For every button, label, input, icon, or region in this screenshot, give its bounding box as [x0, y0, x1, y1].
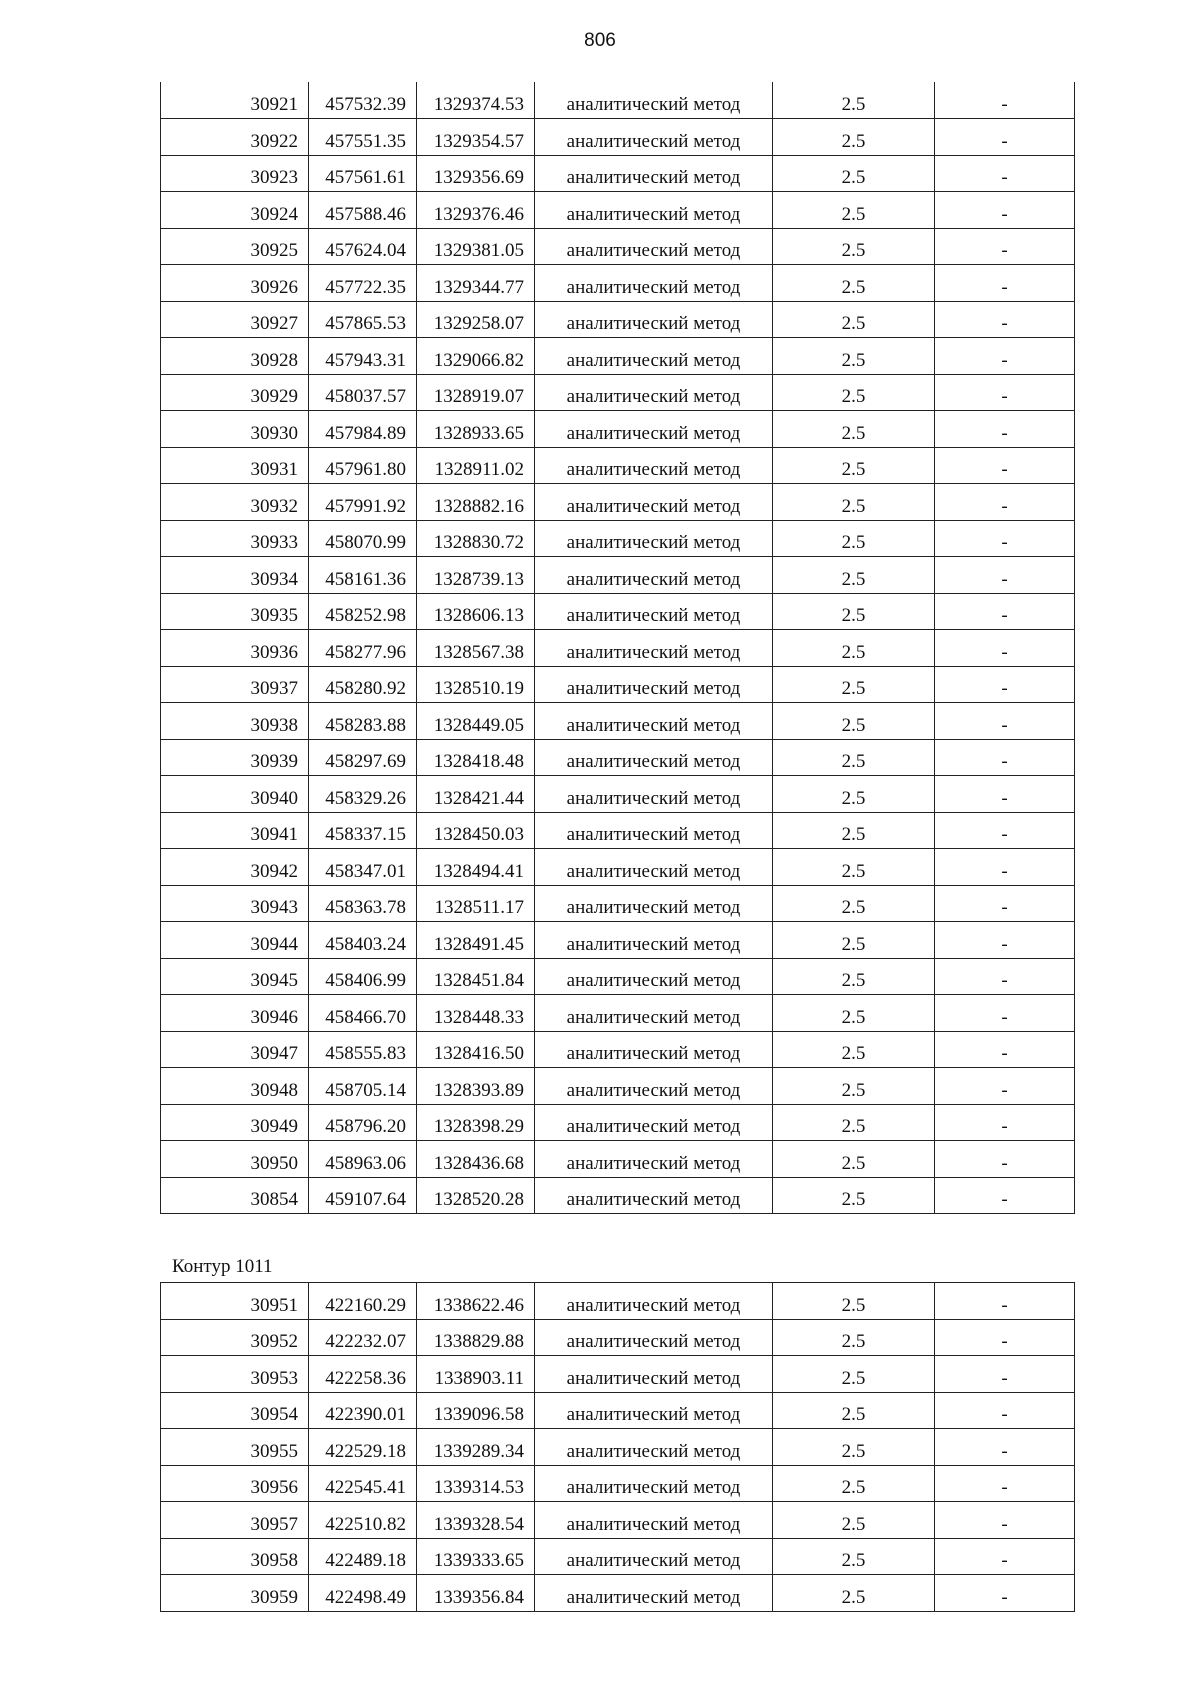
method-cell: аналитический метод [535, 301, 773, 338]
accuracy-cell: 2.5 [773, 484, 935, 521]
y-coordinate-cell: 1338622.46 [417, 1283, 535, 1320]
table-row [161, 1177, 1075, 1214]
accuracy-cell: 2.5 [773, 1392, 935, 1429]
note-cell: - [935, 1319, 1075, 1356]
accuracy-cell: 2.5 [773, 119, 935, 156]
method-cell: аналитический метод [535, 958, 773, 995]
accuracy-cell: 2.5 [773, 776, 935, 813]
method-cell: аналитический метод [535, 739, 773, 776]
note-cell: - [935, 1392, 1075, 1429]
y-coordinate-cell: 1328919.07 [417, 374, 535, 411]
x-coordinate-cell: 457991.92 [309, 484, 417, 521]
note-cell: - [935, 1141, 1075, 1178]
x-coordinate-cell: 457984.89 [309, 411, 417, 448]
table-row [161, 995, 1075, 1032]
method-cell: аналитический метод [535, 520, 773, 557]
note-cell: - [935, 1429, 1075, 1466]
point-id-cell: 30934 [161, 557, 309, 594]
x-coordinate-cell: 458555.83 [309, 1031, 417, 1068]
note-cell: - [935, 228, 1075, 265]
method-cell: аналитический метод [535, 703, 773, 740]
note-cell: - [935, 666, 1075, 703]
x-coordinate-cell: 458466.70 [309, 995, 417, 1032]
table-row [161, 119, 1075, 156]
note-cell: - [935, 593, 1075, 630]
method-cell: аналитический метод [535, 1283, 773, 1320]
x-coordinate-cell: 457588.46 [309, 192, 417, 229]
point-id-cell: 30956 [161, 1465, 309, 1502]
note-cell: - [935, 82, 1075, 119]
accuracy-cell: 2.5 [773, 338, 935, 375]
x-coordinate-cell: 458280.92 [309, 666, 417, 703]
method-cell: аналитический метод [535, 228, 773, 265]
y-coordinate-cell: 1339333.65 [417, 1538, 535, 1575]
table-row [161, 630, 1075, 667]
table-row [161, 1502, 1075, 1539]
method-cell: аналитический метод [535, 776, 773, 813]
method-cell: аналитический метод [535, 411, 773, 448]
point-id-cell: 30937 [161, 666, 309, 703]
y-coordinate-cell: 1329374.53 [417, 82, 535, 119]
method-cell: аналитический метод [535, 630, 773, 667]
accuracy-cell: 2.5 [773, 1356, 935, 1393]
x-coordinate-cell: 458037.57 [309, 374, 417, 411]
table-row [161, 484, 1075, 521]
y-coordinate-cell: 1329258.07 [417, 301, 535, 338]
accuracy-cell: 2.5 [773, 922, 935, 959]
accuracy-cell: 2.5 [773, 374, 935, 411]
method-cell: аналитический метод [535, 1502, 773, 1539]
table-row [161, 155, 1075, 192]
accuracy-cell: 2.5 [773, 1031, 935, 1068]
x-coordinate-cell: 457624.04 [309, 228, 417, 265]
y-coordinate-cell: 1328494.41 [417, 849, 535, 886]
note-cell: - [935, 995, 1075, 1032]
y-coordinate-cell: 1329356.69 [417, 155, 535, 192]
method-cell: аналитический метод [535, 666, 773, 703]
point-id-cell: 30957 [161, 1502, 309, 1539]
note-cell: - [935, 849, 1075, 886]
table-row [161, 703, 1075, 740]
x-coordinate-cell: 458403.24 [309, 922, 417, 959]
method-cell: аналитический метод [535, 1356, 773, 1393]
table-row [161, 1031, 1075, 1068]
method-cell: аналитический метод [535, 192, 773, 229]
note-cell: - [935, 1502, 1075, 1539]
x-coordinate-cell: 422489.18 [309, 1538, 417, 1575]
x-coordinate-cell: 458337.15 [309, 812, 417, 849]
x-coordinate-cell: 422529.18 [309, 1429, 417, 1466]
y-coordinate-cell: 1328448.33 [417, 995, 535, 1032]
accuracy-cell: 2.5 [773, 520, 935, 557]
method-cell: аналитический метод [535, 995, 773, 1032]
y-coordinate-cell: 1328393.89 [417, 1068, 535, 1105]
accuracy-cell: 2.5 [773, 995, 935, 1032]
note-cell: - [935, 557, 1075, 594]
y-coordinate-cell: 1339096.58 [417, 1392, 535, 1429]
x-coordinate-cell: 459107.64 [309, 1177, 417, 1214]
method-cell: аналитический метод [535, 885, 773, 922]
y-coordinate-cell: 1329066.82 [417, 338, 535, 375]
x-coordinate-cell: 422258.36 [309, 1356, 417, 1393]
y-coordinate-cell: 1339356.84 [417, 1575, 535, 1612]
x-coordinate-cell: 457561.61 [309, 155, 417, 192]
y-coordinate-cell: 1329344.77 [417, 265, 535, 302]
note-cell: - [935, 301, 1075, 338]
x-coordinate-cell: 422498.49 [309, 1575, 417, 1612]
accuracy-cell: 2.5 [773, 885, 935, 922]
table-row [161, 1392, 1075, 1429]
note-cell: - [935, 1575, 1075, 1612]
method-cell: аналитический метод [535, 1392, 773, 1429]
table-row [161, 922, 1075, 959]
y-coordinate-cell: 1329376.46 [417, 192, 535, 229]
method-cell: аналитический метод [535, 1141, 773, 1178]
method-cell: аналитический метод [535, 1575, 773, 1612]
x-coordinate-cell: 422232.07 [309, 1319, 417, 1356]
accuracy-cell: 2.5 [773, 1177, 935, 1214]
method-cell: аналитический метод [535, 1068, 773, 1105]
accuracy-cell: 2.5 [773, 1104, 935, 1141]
accuracy-cell: 2.5 [773, 1283, 935, 1320]
x-coordinate-cell: 458161.36 [309, 557, 417, 594]
point-id-cell: 30938 [161, 703, 309, 740]
y-coordinate-cell: 1328511.17 [417, 885, 535, 922]
method-cell: аналитический метод [535, 1429, 773, 1466]
x-coordinate-cell: 457865.53 [309, 301, 417, 338]
x-coordinate-cell: 458406.99 [309, 958, 417, 995]
y-coordinate-cell: 1338829.88 [417, 1319, 535, 1356]
point-id-cell: 30925 [161, 228, 309, 265]
method-cell: аналитический метод [535, 1465, 773, 1502]
point-id-cell: 30940 [161, 776, 309, 813]
method-cell: аналитический метод [535, 447, 773, 484]
accuracy-cell: 2.5 [773, 447, 935, 484]
note-cell: - [935, 520, 1075, 557]
y-coordinate-cell: 1329354.57 [417, 119, 535, 156]
table-row [161, 593, 1075, 630]
x-coordinate-cell: 458363.78 [309, 885, 417, 922]
table-row [161, 1429, 1075, 1466]
y-coordinate-cell: 1328739.13 [417, 557, 535, 594]
table-row [161, 338, 1075, 375]
point-id-cell: 30942 [161, 849, 309, 886]
point-id-cell: 30952 [161, 1319, 309, 1356]
y-coordinate-cell: 1328520.28 [417, 1177, 535, 1214]
point-id-cell: 30953 [161, 1356, 309, 1393]
table-row [161, 958, 1075, 995]
point-id-cell: 30930 [161, 411, 309, 448]
table-row [161, 1141, 1075, 1178]
y-coordinate-cell: 1339328.54 [417, 1502, 535, 1539]
point-id-cell: 30935 [161, 593, 309, 630]
note-cell: - [935, 119, 1075, 156]
note-cell: - [935, 155, 1075, 192]
y-coordinate-cell: 1329381.05 [417, 228, 535, 265]
table-row [161, 301, 1075, 338]
table-row [161, 265, 1075, 302]
point-id-cell: 30924 [161, 192, 309, 229]
coordinates-table-top [160, 82, 1075, 1214]
y-coordinate-cell: 1328567.38 [417, 630, 535, 667]
method-cell: аналитический метод [535, 265, 773, 302]
table-row [161, 849, 1075, 886]
table-row [161, 374, 1075, 411]
note-cell: - [935, 374, 1075, 411]
point-id-cell: 30939 [161, 739, 309, 776]
accuracy-cell: 2.5 [773, 666, 935, 703]
point-id-cell: 30954 [161, 1392, 309, 1429]
point-id-cell: 30933 [161, 520, 309, 557]
accuracy-cell: 2.5 [773, 557, 935, 594]
point-id-cell: 30927 [161, 301, 309, 338]
method-cell: аналитический метод [535, 1319, 773, 1356]
accuracy-cell: 2.5 [773, 82, 935, 119]
x-coordinate-cell: 457551.35 [309, 119, 417, 156]
method-cell: аналитический метод [535, 922, 773, 959]
method-cell: аналитический метод [535, 1177, 773, 1214]
x-coordinate-cell: 422510.82 [309, 1502, 417, 1539]
accuracy-cell: 2.5 [773, 228, 935, 265]
table-row [161, 192, 1075, 229]
table-row [161, 411, 1075, 448]
method-cell: аналитический метод [535, 1538, 773, 1575]
method-cell: аналитический метод [535, 593, 773, 630]
table-row [161, 1104, 1075, 1141]
x-coordinate-cell: 457532.39 [309, 82, 417, 119]
accuracy-cell: 2.5 [773, 1141, 935, 1178]
note-cell: - [935, 703, 1075, 740]
method-cell: аналитический метод [535, 374, 773, 411]
table-row [161, 739, 1075, 776]
y-coordinate-cell: 1328421.44 [417, 776, 535, 813]
page-number: 806 [584, 30, 616, 51]
point-id-cell: 30931 [161, 447, 309, 484]
method-cell: аналитический метод [535, 484, 773, 521]
note-cell: - [935, 1031, 1075, 1068]
point-id-cell: 30922 [161, 119, 309, 156]
accuracy-cell: 2.5 [773, 1502, 935, 1539]
point-id-cell: 30951 [161, 1283, 309, 1320]
point-id-cell: 30958 [161, 1538, 309, 1575]
accuracy-cell: 2.5 [773, 1429, 935, 1466]
note-cell: - [935, 739, 1075, 776]
point-id-cell: 30950 [161, 1141, 309, 1178]
x-coordinate-cell: 422160.29 [309, 1283, 417, 1320]
table-row [161, 1465, 1075, 1502]
y-coordinate-cell: 1328398.29 [417, 1104, 535, 1141]
y-coordinate-cell: 1328451.84 [417, 958, 535, 995]
x-coordinate-cell: 422390.01 [309, 1392, 417, 1429]
accuracy-cell: 2.5 [773, 301, 935, 338]
table-row [161, 557, 1075, 594]
point-id-cell: 30948 [161, 1068, 309, 1105]
note-cell: - [935, 265, 1075, 302]
accuracy-cell: 2.5 [773, 1465, 935, 1502]
accuracy-cell: 2.5 [773, 1319, 935, 1356]
method-cell: аналитический метод [535, 557, 773, 594]
x-coordinate-cell: 458277.96 [309, 630, 417, 667]
accuracy-cell: 2.5 [773, 155, 935, 192]
y-coordinate-cell: 1328450.03 [417, 812, 535, 849]
method-cell: аналитический метод [535, 82, 773, 119]
point-id-cell: 30941 [161, 812, 309, 849]
note-cell: - [935, 1104, 1075, 1141]
coordinates-table-bottom [160, 1282, 1075, 1612]
accuracy-cell: 2.5 [773, 1575, 935, 1612]
y-coordinate-cell: 1338903.11 [417, 1356, 535, 1393]
x-coordinate-cell: 458070.99 [309, 520, 417, 557]
table-row [161, 82, 1075, 119]
x-coordinate-cell: 458283.88 [309, 703, 417, 740]
note-cell: - [935, 1538, 1075, 1575]
point-id-cell: 30921 [161, 82, 309, 119]
note-cell: - [935, 1177, 1075, 1214]
x-coordinate-cell: 422545.41 [309, 1465, 417, 1502]
accuracy-cell: 2.5 [773, 593, 935, 630]
x-coordinate-cell: 458297.69 [309, 739, 417, 776]
point-id-cell: 30946 [161, 995, 309, 1032]
note-cell: - [935, 447, 1075, 484]
table-row [161, 1319, 1075, 1356]
y-coordinate-cell: 1339314.53 [417, 1465, 535, 1502]
note-cell: - [935, 484, 1075, 521]
table-row [161, 228, 1075, 265]
y-coordinate-cell: 1328416.50 [417, 1031, 535, 1068]
note-cell: - [935, 958, 1075, 995]
note-cell: - [935, 1068, 1075, 1105]
point-id-cell: 30955 [161, 1429, 309, 1466]
accuracy-cell: 2.5 [773, 958, 935, 995]
accuracy-cell: 2.5 [773, 630, 935, 667]
x-coordinate-cell: 457961.80 [309, 447, 417, 484]
point-id-cell: 30945 [161, 958, 309, 995]
note-cell: - [935, 885, 1075, 922]
table-row [161, 1575, 1075, 1612]
x-coordinate-cell: 457943.31 [309, 338, 417, 375]
note-cell: - [935, 812, 1075, 849]
y-coordinate-cell: 1339289.34 [417, 1429, 535, 1466]
accuracy-cell: 2.5 [773, 739, 935, 776]
point-id-cell: 30944 [161, 922, 309, 959]
y-coordinate-cell: 1328491.45 [417, 922, 535, 959]
point-id-cell: 30936 [161, 630, 309, 667]
point-id-cell: 30932 [161, 484, 309, 521]
y-coordinate-cell: 1328830.72 [417, 520, 535, 557]
note-cell: - [935, 630, 1075, 667]
method-cell: аналитический метод [535, 812, 773, 849]
accuracy-cell: 2.5 [773, 703, 935, 740]
point-id-cell: 30854 [161, 1177, 309, 1214]
accuracy-cell: 2.5 [773, 1538, 935, 1575]
y-coordinate-cell: 1328436.68 [417, 1141, 535, 1178]
point-id-cell: 30943 [161, 885, 309, 922]
accuracy-cell: 2.5 [773, 411, 935, 448]
x-coordinate-cell: 458252.98 [309, 593, 417, 630]
note-cell: - [935, 1283, 1075, 1320]
note-cell: - [935, 1356, 1075, 1393]
y-coordinate-cell: 1328606.13 [417, 593, 535, 630]
point-id-cell: 30947 [161, 1031, 309, 1068]
point-id-cell: 30926 [161, 265, 309, 302]
note-cell: - [935, 776, 1075, 813]
point-id-cell: 30928 [161, 338, 309, 375]
point-id-cell: 30959 [161, 1575, 309, 1612]
table-row [161, 776, 1075, 813]
point-id-cell: 30929 [161, 374, 309, 411]
y-coordinate-cell: 1328911.02 [417, 447, 535, 484]
note-cell: - [935, 192, 1075, 229]
method-cell: аналитический метод [535, 155, 773, 192]
method-cell: аналитический метод [535, 1104, 773, 1141]
note-cell: - [935, 338, 1075, 375]
y-coordinate-cell: 1328933.65 [417, 411, 535, 448]
method-cell: аналитический метод [535, 338, 773, 375]
table-row [161, 447, 1075, 484]
table-row [161, 1068, 1075, 1105]
note-cell: - [935, 922, 1075, 959]
method-cell: аналитический метод [535, 1031, 773, 1068]
accuracy-cell: 2.5 [773, 812, 935, 849]
point-id-cell: 30923 [161, 155, 309, 192]
note-cell: - [935, 411, 1075, 448]
x-coordinate-cell: 458796.20 [309, 1104, 417, 1141]
accuracy-cell: 2.5 [773, 265, 935, 302]
y-coordinate-cell: 1328882.16 [417, 484, 535, 521]
x-coordinate-cell: 457722.35 [309, 265, 417, 302]
table-row [161, 1538, 1075, 1575]
point-id-cell: 30949 [161, 1104, 309, 1141]
x-coordinate-cell: 458347.01 [309, 849, 417, 886]
x-coordinate-cell: 458963.06 [309, 1141, 417, 1178]
table-row [161, 1283, 1075, 1320]
y-coordinate-cell: 1328449.05 [417, 703, 535, 740]
table-row [161, 666, 1075, 703]
x-coordinate-cell: 458705.14 [309, 1068, 417, 1105]
table-row [161, 520, 1075, 557]
y-coordinate-cell: 1328418.48 [417, 739, 535, 776]
note-cell: - [935, 1465, 1075, 1502]
accuracy-cell: 2.5 [773, 849, 935, 886]
table-row [161, 812, 1075, 849]
method-cell: аналитический метод [535, 119, 773, 156]
x-coordinate-cell: 458329.26 [309, 776, 417, 813]
section-label-contour: Контур 1011 [172, 1256, 273, 1277]
table-row [161, 1356, 1075, 1393]
accuracy-cell: 2.5 [773, 192, 935, 229]
y-coordinate-cell: 1328510.19 [417, 666, 535, 703]
table-row [161, 885, 1075, 922]
method-cell: аналитический метод [535, 849, 773, 886]
accuracy-cell: 2.5 [773, 1068, 935, 1105]
